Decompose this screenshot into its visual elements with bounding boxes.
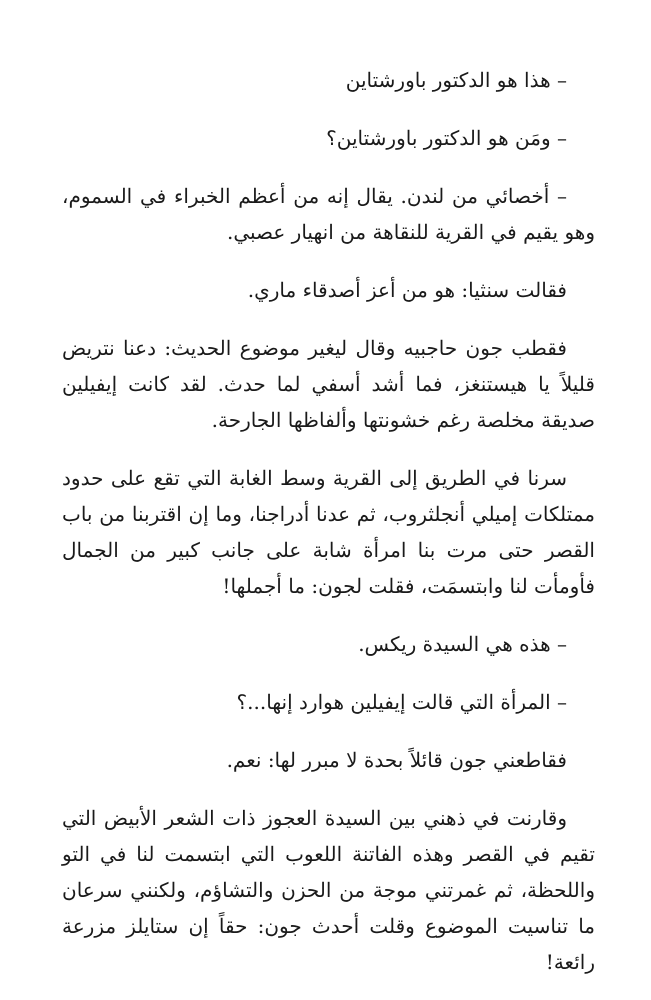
dialogue-line: – ومَن هو الدكتور باورشتاين؟	[326, 126, 567, 150]
dialogue-line: – المرأة التي قالت إيفيلين هوارد إنها...؟	[236, 690, 567, 714]
narration-paragraph: فقالت سنثيا: هو من أعز أصدقاء ماري.	[247, 278, 567, 302]
narration-paragraph: سرنا في الطريق إلى القرية وسط الغابة التي تقع على حدود ممتلكات إميلي أنجلثروب، ثم عدنا أدراجنا، وما إن اقتربنا من باب القصر حتى مرت بنا امرأة شابة على جانب كبير من الجمال فأومأت لنا وابتسمَت، فقلت لجون: ما أجملها!	[62, 466, 595, 598]
narration-paragraph: فقطب جون حاجبيه وقال ليغير موضوع الحديث: دعنا نتريض قليلاً يا هيستنغز، فما أشد أسفي لما حدث. لقد كانت إيفيلين صديقة مخلصة رغم خشونتها وألفاظها الجارحة.	[62, 336, 595, 432]
narration-paragraph: وقارنت في ذهني بين السيدة العجوز ذات الشعر الأبيض التي تقيم في القصر وهذه الفاتنة اللعوب التي ابتسمت لنا في التو واللحظة، ثم غمرتني موجة من الحزن والتشاؤم، ولكنني سرعان ما تناسيت الموضوع وقلت أحدث جون: حقاً إن ستايلز مزرعة رائعة!	[62, 806, 595, 974]
dialogue-line: – أخصائي من لندن. يقال إنه من أعظم الخبراء في السموم، وهو يقيم في القرية للنقاهة من انهيار عصبي.	[62, 184, 595, 244]
dialogue-line: – هذا هو الدكتور باورشتاين	[345, 68, 567, 92]
narration-paragraph: فقاطعني جون قائلاً بحدة لا مبرر لها: نعم.	[226, 748, 567, 772]
dialogue-line: – هذه هي السيدة ريكس.	[358, 632, 567, 656]
